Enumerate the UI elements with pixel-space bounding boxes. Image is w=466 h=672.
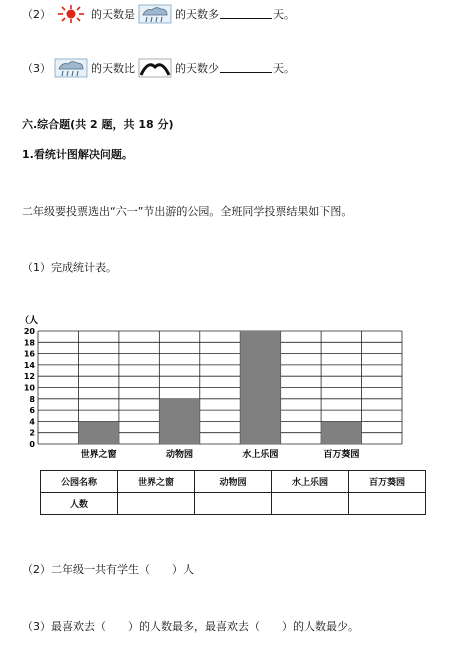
question-3-line <box>22 58 295 78</box>
question-3-mid-text: 的天数比 <box>91 62 135 75</box>
section-title: 六.综合题(共 2 题，共 18 分) <box>22 118 174 131</box>
answer-blank-q2[interactable] <box>220 9 272 19</box>
rain-cloud-icon <box>138 4 172 24</box>
question-3-number: （3） <box>22 62 51 75</box>
answer-cell[interactable] <box>118 493 195 515</box>
y-tick-label: 6 <box>29 406 35 416</box>
bar <box>240 331 280 444</box>
y-tick-label: 20 <box>23 327 35 336</box>
x-category-label: 百万葵园 <box>323 450 360 460</box>
answer-cell[interactable] <box>272 493 349 515</box>
question-2-number: （2） <box>22 8 51 21</box>
cloudy-icon <box>138 58 172 78</box>
question-3-unit: 天。 <box>273 62 295 75</box>
y-tick-label: 14 <box>23 360 35 370</box>
bar <box>159 399 199 444</box>
bar-chart <box>18 312 408 462</box>
x-category-label: 水上乐园 <box>242 450 279 460</box>
bar <box>78 421 118 444</box>
part-1-prompt: （1）完成统计表。 <box>22 261 117 274</box>
bar <box>321 421 361 444</box>
problem-1-title: 1.看统计图解决问题。 <box>22 148 133 161</box>
question-2-end-text: 的天数多 <box>175 8 219 21</box>
question-2-line <box>22 4 295 24</box>
answer-cell[interactable] <box>349 493 426 515</box>
x-category-label: 动物园 <box>166 450 194 460</box>
table-row-label: 人数 <box>41 493 118 515</box>
y-tick-label: 12 <box>23 372 35 382</box>
rain-cloud-icon <box>54 58 88 78</box>
y-tick-label: 16 <box>23 349 35 359</box>
sun-icon <box>54 4 88 24</box>
bar-chart-svg <box>18 312 408 462</box>
table-header-cell: 世界之窗 <box>118 471 195 493</box>
y-tick-label: 8 <box>29 394 35 404</box>
y-tick-label: 4 <box>29 417 35 427</box>
problem-intro: 二年级要投票选出“六一”节出游的公园。全班同学投票结果如下图。 <box>22 205 353 218</box>
part-3-prompt: （3）最喜欢去（ ）的人数最多，最喜欢去（ ）的人数最少。 <box>22 620 359 633</box>
part-2-prompt: （2）二年级一共有学生（ ）人 <box>22 563 194 576</box>
y-tick-label: 0 <box>29 440 35 449</box>
table-header-cell: 百万葵园 <box>349 471 426 493</box>
question-3-end-text: 的天数少 <box>175 62 219 75</box>
y-tick-label: 10 <box>23 383 35 393</box>
y-tick-label: 2 <box>29 428 35 438</box>
table-header-cell: 动物园 <box>195 471 272 493</box>
answer-cell[interactable] <box>195 493 272 515</box>
table-row <box>41 493 426 515</box>
question-2-mid-text: 的天数是 <box>91 8 135 21</box>
y-axis-unit-label: （人 <box>20 316 39 326</box>
statistics-table <box>40 470 426 515</box>
question-2-unit: 天。 <box>273 8 295 21</box>
answer-blank-q3[interactable] <box>220 63 272 73</box>
table-header-row <box>41 471 426 493</box>
y-tick-label: 18 <box>23 338 35 348</box>
x-category-label: 世界之窗 <box>80 450 117 460</box>
table-header-cell: 公园名称 <box>41 471 118 493</box>
table-header-cell: 水上乐园 <box>272 471 349 493</box>
